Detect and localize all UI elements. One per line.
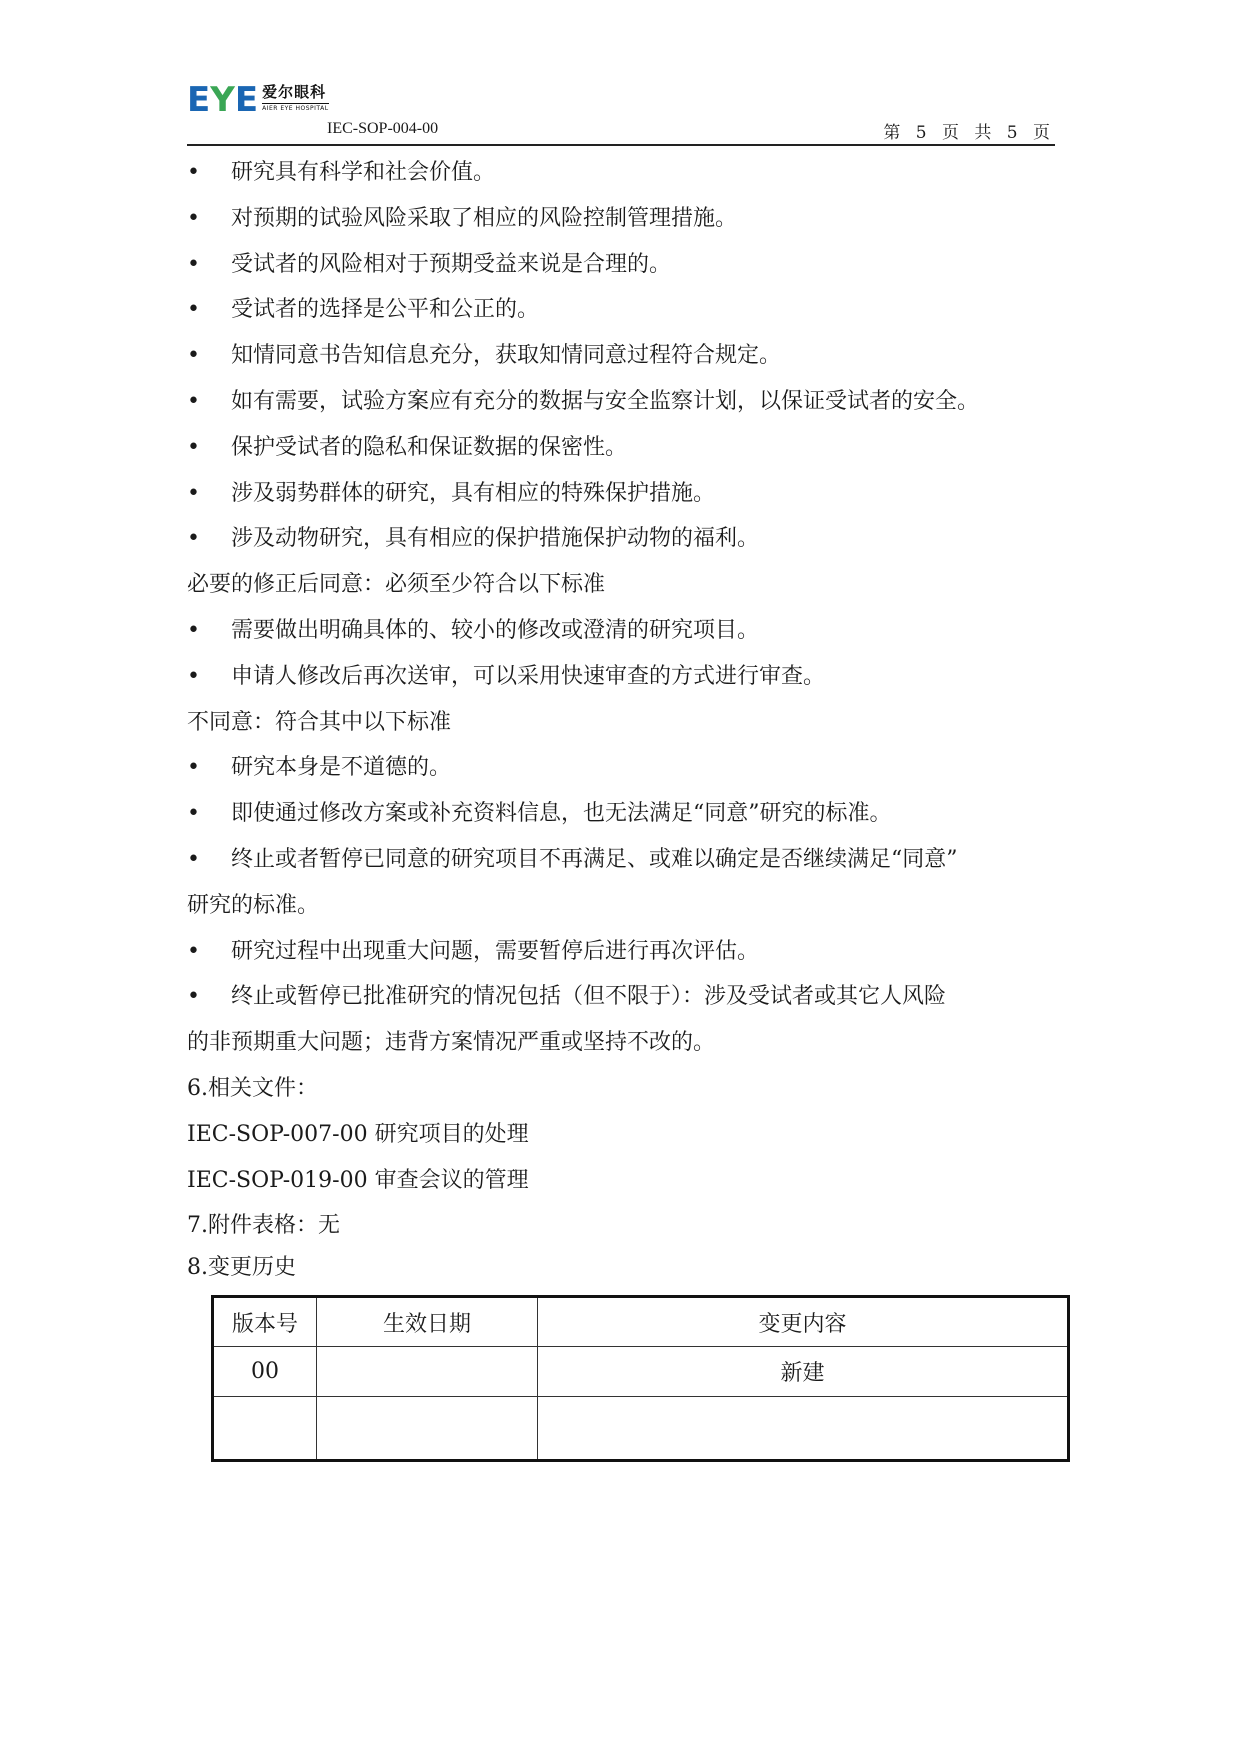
bullet-icon: •: [187, 801, 200, 827]
related-files-heading: 6.相关文件：: [187, 1075, 318, 1101]
logo-chinese-name: 爱尔眼科: [262, 83, 327, 101]
page-header: [187, 80, 1055, 146]
major-issue-item: [187, 929, 1057, 975]
terminate-item: [187, 837, 1057, 883]
approve-item: [187, 333, 1057, 379]
table-row: [213, 1397, 1069, 1461]
terminate-conditions-text: 终止或暂停已批准研究的情况包括（但不限于）：涉及受试者或其它人风险: [231, 984, 947, 1010]
cell-change-content: 新建: [538, 1347, 1069, 1397]
approve-item-text: 受试者的风险相对于预期受益来说是合理的。: [231, 251, 672, 277]
reject-item-text: 即使通过修改方案或补充资料信息，也无法满足“同意”研究的标准。: [231, 801, 892, 827]
terminate-conditions-continuation: 的非预期重大问题；违背方案情况严重或坚持不改的。: [187, 1030, 716, 1056]
approve-item-text: 如有需要，试验方案应有充分的数据与安全监察计划，以保证受试者的安全。: [231, 388, 980, 414]
approve-item-text: 知情同意书告知信息充分，获取知情同意过程符合规定。: [231, 343, 782, 369]
bullet-icon: •: [187, 160, 200, 185]
logo-mark: [187, 80, 257, 120]
column-header-version: 版本号: [213, 1297, 317, 1347]
reject-heading: 不同意：符合其中以下标准: [187, 709, 452, 735]
terminate-conditions-item: [187, 974, 1057, 1020]
table-row: [213, 1347, 1069, 1397]
bullet-icon: •: [187, 205, 200, 231]
document-body: [187, 150, 1057, 1287]
terminate-item-text: 终止或者暂停已同意的研究项目不再满足、或难以确定是否继续满足“同意”: [231, 846, 958, 872]
bullet-icon: •: [187, 617, 200, 643]
approve-item-text: 研究具有科学和社会价值。: [231, 160, 496, 185]
bullet-icon: •: [187, 434, 200, 460]
related-file-item: IEC-SOP-019-00 审查会议的管理: [187, 1167, 529, 1193]
bullet-icon: •: [187, 480, 200, 506]
bullet-icon: •: [187, 297, 200, 323]
approve-item-text: 涉及弱势群体的研究，具有相应的特殊保护措施。: [231, 480, 716, 506]
approve-item: [187, 242, 1057, 288]
bullet-icon: •: [187, 251, 200, 277]
page-number: 第 5 页 共 5 页: [883, 123, 1055, 143]
approve-item-text: 保护受试者的隐私和保证数据的保密性。: [231, 434, 628, 460]
change-history-table: [211, 1295, 1070, 1462]
logo-letter-2: Y: [210, 80, 233, 120]
modify-item: [187, 608, 1057, 654]
column-header-change-content: 变更内容: [538, 1297, 1069, 1347]
history-heading: 8.变更历史: [187, 1255, 296, 1281]
bullet-icon: •: [187, 755, 200, 781]
bullet-icon: •: [187, 984, 200, 1010]
cell-effective-date: [317, 1397, 538, 1461]
approve-item-text: 涉及动物研究，具有相应的保护措施保护动物的福利。: [231, 526, 760, 552]
bullet-icon: •: [187, 343, 200, 369]
logo-english-name: AIER EYE HOSPITAL: [262, 105, 329, 112]
modify-heading: 必要的修正后同意：必须至少符合以下标准: [187, 572, 606, 598]
column-header-effective-date: 生效日期: [317, 1297, 538, 1347]
reject-item: [187, 791, 1057, 837]
bullet-icon: •: [187, 663, 200, 689]
hospital-logo: [187, 80, 329, 120]
approve-item-text: 对预期的试验风险采取了相应的风险控制管理措施。: [231, 205, 738, 231]
approve-item: [187, 150, 1057, 196]
terminate-item-continuation: 研究的标准。: [187, 892, 320, 918]
logo-letter-1: E: [187, 80, 209, 120]
cell-version: [213, 1397, 317, 1461]
cell-version: 00: [213, 1347, 317, 1397]
approve-item: [187, 516, 1057, 562]
approve-item: [187, 471, 1057, 517]
related-file-item: IEC-SOP-007-00 研究项目的处理: [187, 1121, 529, 1147]
cell-effective-date: [317, 1347, 538, 1397]
bullet-icon: •: [187, 938, 200, 964]
cell-change-content: [538, 1397, 1069, 1461]
bullet-icon: •: [187, 846, 200, 872]
approve-item: [187, 196, 1057, 242]
approve-item: [187, 379, 1057, 425]
approve-item: [187, 425, 1057, 471]
attachments-line: 7.附件表格：无: [187, 1213, 340, 1239]
reject-item: [187, 745, 1057, 791]
modify-item-text: 需要做出明确具体的、较小的修改或澄清的研究项目。: [231, 617, 760, 643]
logo-text: [262, 84, 328, 113]
approve-item: [187, 287, 1057, 333]
reject-item-text: 研究本身是不道德的。: [231, 755, 452, 781]
approve-item-text: 受试者的选择是公平和公正的。: [231, 297, 540, 323]
bullet-icon: •: [187, 388, 200, 414]
bullet-icon: •: [187, 526, 200, 552]
modify-item: [187, 654, 1057, 700]
document-code: IEC-SOP-004-00: [327, 120, 439, 137]
table-header-row: [213, 1297, 1069, 1347]
logo-letter-3: E: [234, 80, 257, 120]
major-issue-text: 研究过程中出现重大问题，需要暂停后进行再次评估。: [231, 938, 760, 964]
modify-item-text: 申请人修改后再次送审，可以采用快速审查的方式进行审查。: [231, 663, 826, 689]
